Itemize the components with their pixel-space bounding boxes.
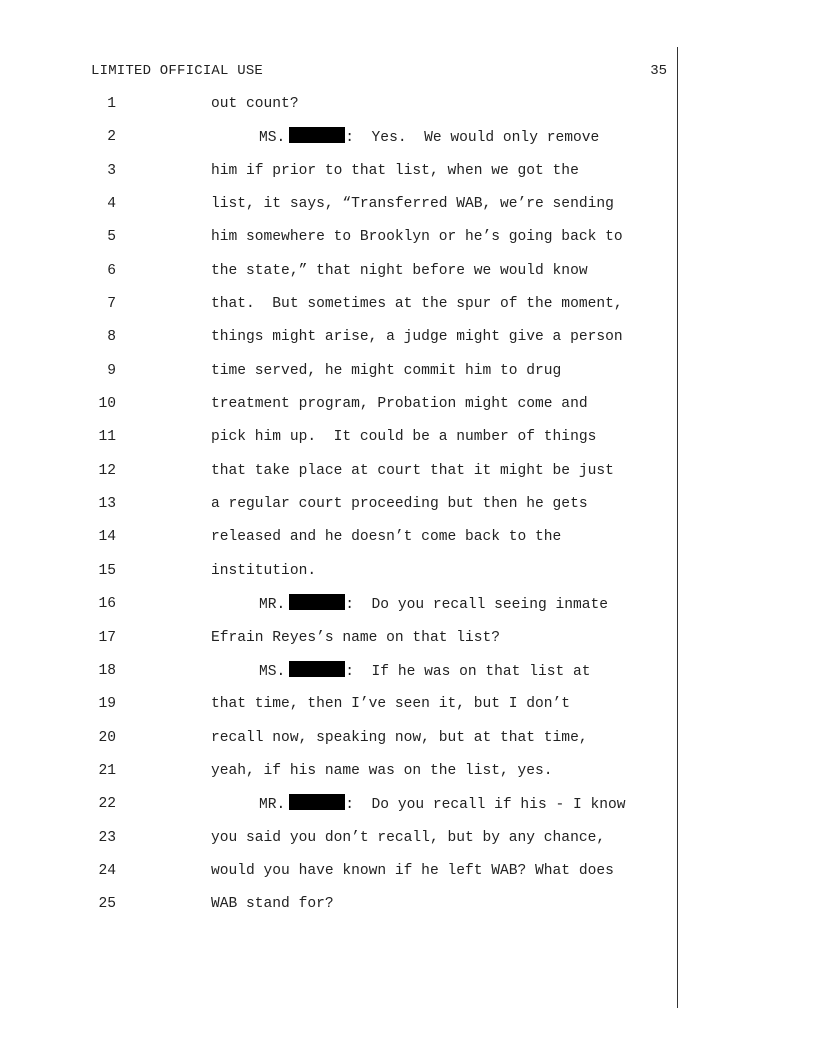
line-text: yeah, if his name was on the list, yes. [211, 762, 553, 779]
line-text: recall now, speaking now, but at that time, [211, 729, 588, 746]
line-text: treatment program, Probation might come and [211, 396, 588, 413]
line-number: 4 [107, 196, 116, 213]
line-text: released and he doesn’t come back to the [211, 529, 562, 546]
line-number: 11 [98, 429, 116, 446]
speaker-title: MS. [259, 663, 286, 680]
transcript-line [0, 694, 677, 727]
spoken-text: : Do you recall seeing inmate [345, 597, 609, 614]
speaker-title: MR. [259, 597, 286, 614]
line-number: 16 [98, 596, 116, 613]
line-text: that time, then I’ve seen it, but I don’t [211, 696, 571, 713]
line-text: Efrain Reyes’s name on that list? [211, 629, 501, 646]
line-text: him if prior to that list, when we got the [211, 162, 579, 179]
redaction-bar [289, 794, 345, 810]
line-text: out count? [211, 96, 299, 112]
transcript-line [0, 94, 677, 127]
transcript-line [0, 527, 677, 560]
line-text: WAB stand for? [211, 896, 334, 913]
line-number: 17 [98, 629, 116, 646]
line-text: him somewhere to Brooklyn or he’s going back to [211, 229, 623, 246]
line-text [259, 661, 591, 682]
line-text [259, 794, 626, 815]
transcript-line [0, 261, 677, 294]
transcript-line [0, 728, 677, 761]
line-number: 24 [98, 862, 116, 879]
line-text: list, it says, “Transferred WAB, we’re sending [211, 196, 614, 213]
line-number: 15 [98, 562, 116, 579]
transcript-lines [0, 94, 677, 928]
line-number: 8 [107, 329, 116, 346]
line-text: that. But sometimes at the spur of the moment, [211, 296, 623, 313]
page-number: 35 [650, 63, 667, 79]
transcript-line [0, 861, 677, 894]
line-number: 7 [107, 296, 116, 313]
spoken-text: : Yes. We would only remove [345, 130, 600, 147]
transcript-line [0, 194, 677, 227]
transcript-line [0, 461, 677, 494]
line-number: 20 [98, 729, 116, 746]
redaction-bar [289, 661, 345, 677]
transcript-line [0, 494, 677, 527]
line-text: time served, he might commit him to drug [211, 362, 562, 379]
transcript-line [0, 761, 677, 794]
line-number: 1 [107, 96, 116, 112]
line-text [259, 594, 608, 615]
line-text: you said you don’t recall, but by any chance, [211, 829, 606, 846]
transcript-line [0, 327, 677, 360]
line-number: 6 [107, 262, 116, 279]
transcript-line [0, 661, 677, 694]
transcript-line [0, 394, 677, 427]
spoken-text: : Do you recall if his - I know [345, 797, 626, 814]
line-number: 9 [107, 362, 116, 379]
transcript-line [0, 127, 677, 160]
transcript-line [0, 227, 677, 260]
classification-header: LIMITED OFFICIAL USE [91, 63, 264, 79]
speaker-title: MR. [259, 797, 286, 814]
line-number: 21 [98, 762, 116, 779]
line-text: things might arise, a judge might give a person [211, 329, 623, 346]
line-number: 12 [98, 462, 116, 479]
line-number: 3 [107, 162, 116, 179]
line-number: 10 [98, 396, 116, 413]
line-number: 18 [98, 662, 116, 679]
line-text: that take place at court that it might be just [211, 462, 614, 479]
transcript-line [0, 161, 677, 194]
transcript-line [0, 294, 677, 327]
line-text: pick him up. It could be a number of things [211, 429, 597, 446]
line-number: 22 [98, 796, 116, 813]
redaction-bar [289, 594, 345, 610]
transcript-line [0, 628, 677, 661]
spoken-text: : If he was on that list at [345, 663, 591, 680]
transcript-line [0, 794, 677, 827]
transcript-line [0, 894, 677, 927]
speaker-title: MS. [259, 130, 286, 147]
transcript-line [0, 561, 677, 594]
line-number: 25 [98, 896, 116, 913]
line-number: 19 [98, 696, 116, 713]
transcript-line [0, 361, 677, 394]
line-number: 13 [98, 496, 116, 513]
line-text [259, 127, 599, 148]
line-text: would you have known if he left WAB? What does [211, 862, 614, 879]
transcript-line [0, 594, 677, 627]
transcript-line [0, 427, 677, 460]
line-number: 14 [98, 529, 116, 546]
line-text: a regular court proceeding but then he gets [211, 496, 588, 513]
line-number: 2 [107, 129, 116, 146]
line-number: 23 [98, 829, 116, 846]
line-number: 5 [107, 229, 116, 246]
line-text: institution. [211, 562, 317, 579]
redaction-bar [289, 127, 345, 143]
right-margin-rule [677, 47, 678, 1008]
transcript-line [0, 828, 677, 861]
line-text: the state,” that night before we would know [211, 262, 588, 279]
